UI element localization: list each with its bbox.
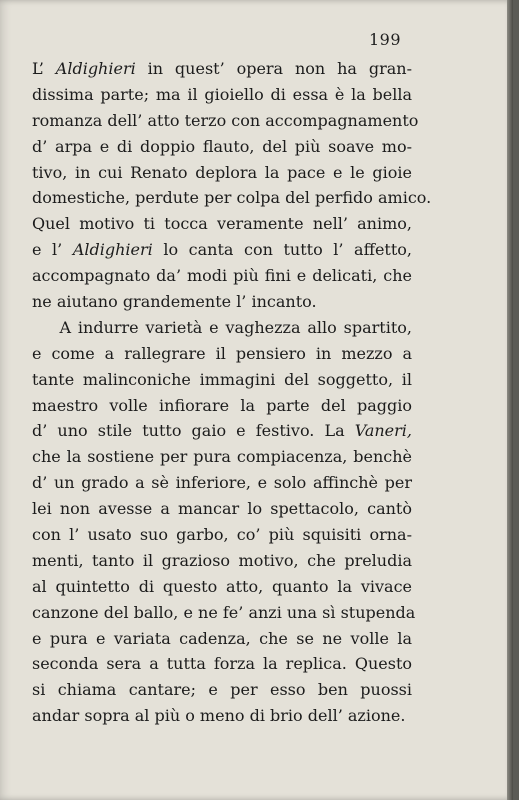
- italic-name: Aldighieri: [72, 240, 153, 260]
- text-line: [32, 211, 412, 237]
- text-line: [32, 418, 412, 444]
- text-line: [32, 393, 412, 419]
- text-segment: si chiama cantare; e per esso ben puossi: [32, 680, 412, 700]
- text-segment: andar sopra al più o meno di brio dell’ azione.: [32, 706, 406, 726]
- text-line: [32, 470, 412, 496]
- text-segment: ne aiutano grandemente l’ incanto.: [32, 292, 317, 312]
- text-segment: tivo, in cui Renato deplora la pace e le gioie: [32, 162, 412, 182]
- text-line: [32, 444, 412, 470]
- italic-name: Aldighieri: [55, 59, 136, 78]
- page-edge: [507, 0, 513, 800]
- page-number: 199: [369, 30, 402, 49]
- text-line: [32, 496, 412, 522]
- text-segment: seconda sera a tutta forza la replica. Questo: [32, 654, 412, 674]
- text-line: [32, 289, 412, 315]
- text-line: [32, 263, 412, 289]
- body-text: [32, 56, 432, 729]
- text-segment: tante malinconiche immagini del soggetto, il: [32, 369, 412, 389]
- text-segment: A indurre varietà e vaghezza allo spartito,: [32, 317, 412, 337]
- text-segment: con l’ usato suo garbo, co’ più squisiti orna-: [32, 525, 412, 545]
- text-segment: d’ arpa e di doppio flauto, del più soave mo-: [32, 136, 412, 156]
- text-line: [32, 82, 412, 108]
- text-segment: d’ un grado a sè inferiore, e solo affinchè per: [32, 473, 412, 493]
- text-segment: Quel motivo ti tocca veramente nell’ animo,: [32, 214, 412, 234]
- text-line: [32, 160, 412, 186]
- text-line: [32, 367, 412, 393]
- text-line: [32, 315, 412, 341]
- text-segment: in quest’ opera non ha gran-: [135, 59, 413, 78]
- text-line: [32, 703, 412, 729]
- text-segment: dissima parte; ma il gioiello di essa è la bella: [32, 84, 412, 104]
- text-line: [32, 574, 412, 600]
- text-segment: al quintetto di questo atto, quanto la vivace: [32, 576, 412, 596]
- text-segment: e pura e variata cadenza, che se ne volle la: [32, 628, 412, 648]
- text-segment: che la sostiene per pura compiacenza, benchè: [32, 447, 412, 467]
- text-segment: lo canta con tutto l’ affetto,: [152, 240, 413, 260]
- text-segment: accompagnato da’ modi più fini e delicati, che: [32, 266, 412, 286]
- text-line: [32, 185, 432, 211]
- text-segment: domestiche, perdute per colpa del perfido amico.: [32, 188, 432, 208]
- text-line: [32, 237, 412, 263]
- text-line: [32, 522, 412, 548]
- text-line: [32, 56, 412, 82]
- text-segment: menti, tanto il grazioso motivo, che preludia: [32, 550, 412, 570]
- text-segment: e come a rallegrare il pensiero in mezzo a: [32, 343, 412, 363]
- text-segment: d’ uno stile tutto gaio e festivo. La: [32, 421, 355, 441]
- text-line: [32, 651, 412, 677]
- text-line: [32, 134, 412, 160]
- text-segment: lei non avesse a mancar lo spettacolo, cantò: [32, 499, 412, 519]
- italic-name: Vaneri,: [354, 421, 412, 441]
- text-segment: canzone del ballo, e ne fe’ anzi una sì stupenda: [32, 602, 416, 622]
- text-segment: maestro volle infiorare la parte del paggio: [32, 395, 412, 415]
- text-segment: romanza dell’ atto terzo con accompagnamento: [32, 110, 419, 130]
- text-segment: L’: [32, 59, 56, 78]
- text-line: [32, 600, 416, 626]
- text-line: [32, 341, 412, 367]
- text-line: [32, 626, 412, 652]
- text-line: [32, 548, 412, 574]
- text-line: [32, 677, 412, 703]
- text-line: [32, 108, 419, 134]
- text-segment: e l’: [32, 240, 73, 260]
